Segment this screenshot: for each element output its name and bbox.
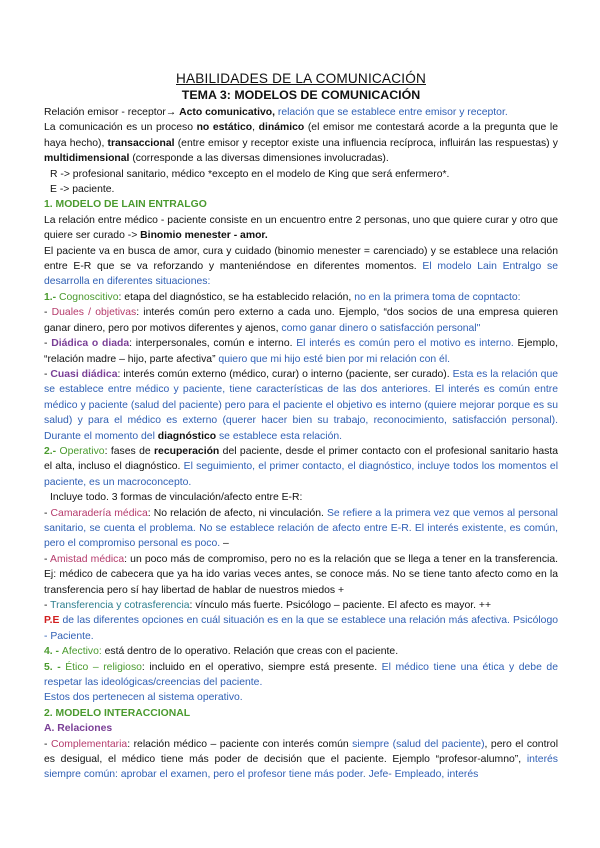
bold-term: multidimensional [44,153,130,165]
dash: - [44,553,51,565]
text: , [252,122,259,134]
item-name: Complementaria [50,738,128,750]
document-page [44,70,558,783]
dash: - [44,307,52,319]
bold-term: transaccional [107,137,175,149]
section-1-heading: 1. MODELO DE LAIN ENTRALGO [44,199,207,211]
item-name: Cognoscitivo [59,291,119,303]
text: El paciente va en busca de amor, cura y cuidado (binomio menester = carenciado) y se establece una relación entre E-R que se va reforzando y manteniéndose en diferentes momentos. [44,245,558,273]
dash: - [44,368,51,380]
receptor-line: R -> profesional sanitario, médico *excepto en el modelo de King que será enfermero*. [50,168,450,180]
blue-text: de las diferentes opciones en cuál situación es en la que se establece una relación más afectiva. Psicólogo - Paciente. [44,615,558,642]
dash: - [44,507,51,519]
blue-text: Se refiere a la primera vez que vemos al personal sanitario, se cuenta el problema. No se establece relación de afecto entre E-R. El interés existente, es común, pero el compromiso personal es poco. [44,507,558,550]
blue-text: como ganar dinero o satisfacción personal" [281,322,481,334]
text: está dentro de lo operativo. Relación que creas con el paciente. [101,646,399,658]
item-number: 1.- [44,291,60,303]
item-name: Operativo [59,445,105,457]
text: La comunicación es un proceso [44,122,197,134]
item-name: Diádica o diada [51,338,130,350]
emisor-line: E -> paciente. [50,184,115,196]
text: : interpersonales, común e interno. [129,338,297,350]
intro-line-1 [44,105,558,120]
text: Ejemplo, “relación madre – hijo, parte afectiva” [44,338,558,365]
blue-text: El interés es común pero el motivo es interno. [296,338,514,350]
item-cuasi-diadica [44,367,558,444]
text: : vínculo más fuerte. Psicólogo – paciente. El afecto es mayor. ++ [189,600,492,611]
item-cognoscitivo [44,290,558,305]
text: : etapa del diagnóstico, se ha establecido relación, [118,291,355,303]
text: (corresponde a las diversas dimensiones involucradas). [129,153,389,165]
intro-bold: Acto comunicativo, [179,107,275,118]
item-name: Cuasi diádica [50,368,118,380]
bold-term: no estático [196,122,253,134]
text: : un poco más de compromiso, pero no es la relación que se llega a tener en la transferencia. Ej: médico de cabecera que ya ha ido varias veces antes, se conoce más. No se tiene tanto afecto como en la transferencia pero sí hay libertad de hablar de nuestros miedos + [44,553,559,596]
item-amistad [44,552,558,598]
red-text: P.E [44,615,60,627]
text: : incluido en el operativo, siempre está presente. [141,661,382,673]
document-title: HABILIDADES DE LA COMUNICACIÓN [176,71,426,86]
document-subtitle: TEMA 3: MODELOS DE COMUNICACIÓN [181,88,421,102]
exam-note [44,613,558,644]
item-complementaria [44,737,558,783]
includes-line: Incluye todo. 3 formas de vinculación/afecto entre E-R: [50,492,303,504]
bold-term: Binomio menester - amor. [140,230,268,242]
text: : interés común externo (médico, curar) o interno (paciente, ser curado). [117,368,453,380]
blue-text: Esta es la relación que se establece entre médico y paciente, tiene características de las dos anteriores. El interés es común entre médico y paciente (salud del paciente) pero para el paciente el objetivo es interno (quiere mejorar porque es su salud) y para el médico es externo (querer hacer bien su trabajo, reconocimiento, satisfacción personal). Durante el momento del [44,368,558,442]
item-transferencia [44,598,558,613]
item-number: 5. - [44,661,66,673]
item-operativo [44,444,558,490]
blue-text: quiero que mi hijo esté bien por mi relación con él. [218,353,451,365]
item-name: Duales / objetivas [51,307,137,319]
text: : No relación de afecto, ni vinculación. [147,507,327,519]
item-camaraderia [44,506,558,552]
item-name: Camaradería médica [50,507,148,519]
blue-text: El modelo Lain Entralgo se desarrolla en diferentes situaciones: [44,261,558,288]
item-afectivo [44,644,558,659]
s1-paragraph-2 [44,244,558,290]
item-number: 2.- [44,445,60,457]
text: (entre emisor y receptor existe una influencia recíproca, influirán las respuestas) y [174,137,558,149]
intro-paragraph [44,120,558,166]
item-number: 4. - [44,646,62,658]
text: del paciente, desde el primer contacto con el profesional sanitario hasta el alta, incluso el diagnóstico. [44,445,559,473]
dash: - [44,338,52,350]
item-name: Transferencia y cotrasferencia [50,600,190,611]
dash: - [44,738,51,750]
s1-paragraph-1 [44,213,558,244]
section-2-heading: 2. MODELO INTERACCIONAL [44,707,191,719]
bold-term: recuperación [154,445,220,457]
blue-text: El médico tiene una ética y debe de respetar las ideológicas/creencias del paciente. [44,661,558,689]
text: , pero el control es desigual, el médico tiene más poder de decisión que el paciente. Ejemplo “profesor-alumno”, [44,738,559,766]
blue-text: siempre (salud del paciente) [352,738,485,750]
text: : relación médico – paciente con interés común [127,738,353,750]
text: La relación entre médico - paciente consiste en un encuentro entre 2 personas, uno que quiere curar y otro que quiere ser curado -> [44,214,558,242]
item-diadica [44,336,558,367]
blue-text: interés siempre común: aprobar el examen, pero el profesor tiene más poder. Jefe- Empleado, interés [44,754,558,781]
text: – [220,538,229,550]
intro-text: Relación emisor - receptor→ [44,107,180,118]
text: (el emisor me contestará acorde a la pregunta que le haya hecho), [44,122,558,149]
text: : interés común pero externo a cada uno. Ejemplo, “dos socios de una empresa quieren ganar dinero, pero por motivos diferentes y ajenos, [44,307,558,334]
bold-term: dinámico [258,122,305,134]
item-duales [44,305,558,336]
blue-text: se establece esta relación. [216,430,343,442]
operative-note: Estos dos pertenecen al sistema operativo. [44,692,243,704]
dash: - [44,600,51,611]
blue-text: El seguimiento, el primer contacto, el diagnóstico, incluye todos los momentos el paciente, es un macroconcepto. [44,461,559,488]
item-name: Ético – religioso [65,661,142,673]
intro-blue: relación que se establece entre emisor y receptor. [274,107,508,118]
subsection-a-heading: A. Relaciones [44,723,113,735]
blue-text: no en la primera toma de copntacto: [354,291,521,303]
bold-term: diagnóstico [157,430,217,442]
text: : fases de [104,445,155,457]
item-name: Afectivo: [61,646,102,658]
item-etico [44,660,558,691]
item-name: Amistad médica [50,553,125,565]
